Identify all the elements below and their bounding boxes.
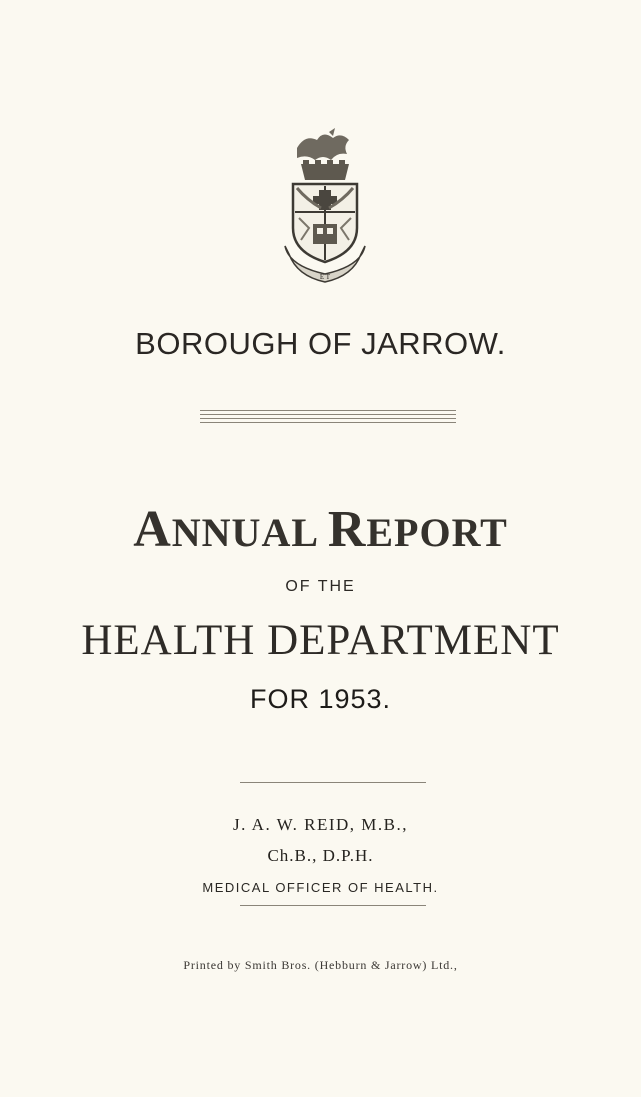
divider-top-4 [200, 422, 456, 423]
department-title: HEALTH DEPARTMENT [81, 617, 560, 664]
crest-motto: E T [319, 273, 331, 281]
author-degrees: Ch.B., D.P.H. [267, 846, 374, 865]
report-title-eport: EPORT [366, 510, 508, 555]
report-title-nnual: NNUAL [171, 510, 328, 555]
report-year: FOR 1953. [249, 684, 392, 714]
report-title-a: A [133, 501, 172, 558]
borough-crest-icon [283, 128, 367, 288]
report-title-r: R [327, 501, 367, 558]
divider-top-2 [200, 414, 456, 415]
author-role: MEDICAL OFFICER OF HEALTH. [202, 880, 439, 895]
divider-top-1 [200, 410, 456, 411]
divider-bottom [240, 905, 426, 906]
of-the-text: OF THE [285, 578, 356, 595]
borough-title: BOROUGH OF JARROW. [135, 326, 506, 361]
report-title [0, 500, 641, 559]
divider-middle [240, 782, 426, 783]
printer-imprint: Printed by Smith Bros. (Hebburn & Jarrow) Ltd., [183, 958, 458, 972]
author-name: J. A. W. REID, M.B., [233, 815, 408, 834]
divider-top-3 [200, 418, 456, 419]
